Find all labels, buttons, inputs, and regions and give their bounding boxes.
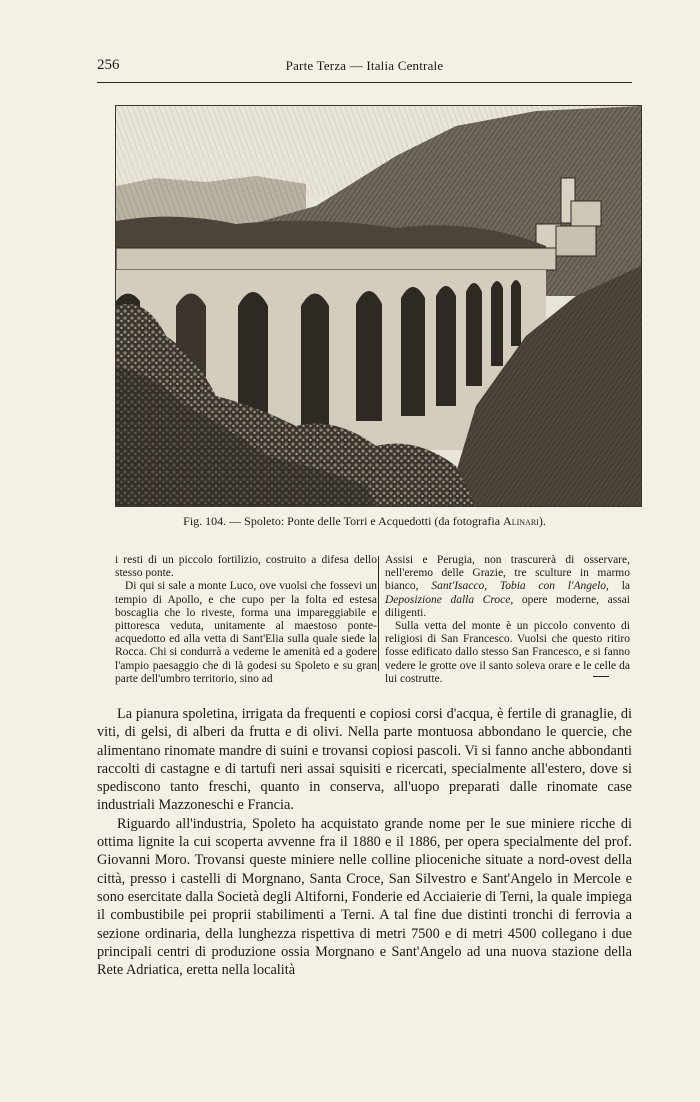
caption-text: Fig. 104. — Spoleto: Ponte delle Torri e Acquedotti (da fotografia [183,514,501,528]
running-head [97,55,632,79]
right-p1-end: opere moderne, assai diligenti. [385,593,631,619]
right-paragraph-1 [385,554,630,620]
engraving-illustration [115,105,642,507]
right-p1-start: Assisi e Perugia, non trascurerà di osservare, nell'eremo delle Grazie, tre sculture in marmo bianco, [385,554,630,593]
figure-caption [97,514,632,529]
column-divider [378,556,379,671]
right-paragraph-2: Sulla vetta del monte è un piccolo convento di religiosi di San Francesco. Vuolsi che questo ritiro fosse edificato dallo stesso San Francesco, e si fanno vedere le grotte ove il santo soleva orare e le celle da lui costrutte. [385,620,630,685]
main-text [97,705,632,979]
right-p1-italic-2: Deposizione dalla Croce, [385,593,514,606]
right-column [385,554,630,686]
left-column [115,554,377,686]
right-p1-italic-1: Sant'Isacco, Tobia con l'Angelo, [431,580,609,593]
page-number: 256 [97,57,120,73]
body-paragraph-1: La pianura spoletina, irrigata da frequenti e copiosi corsi d'acqua, è fertile di granaglie, di viti, di gelsi, di alberi da frutta e di olivi. Nella parte montuosa abbondano le quercie, che alimentano rinomate mandre di suini e trovansi copiosi pascoli. Vi si fanno anche abbondanti raccolti di castagne e di tartufi neri assai squisiti e ricercati, specialmente all'estero, dove si spediscono tanto freschi, quanto in conserva, all'uopo preparati dalle rinomate case industriali Mazzoneschi e Francia. [97,706,632,814]
section-end-dash [593,676,609,677]
body-paragraph-2: Riguardo all'industria, Spoleto ha acquistato grande nome per le sue miniere ricche di ottima lignite la cui scoperta avvenne fra il 1880 e il 1886, per opera specialmente del prof. Giovanni Moro. Trovansi queste miniere nelle colline plioceniche situate a nord-ovest della città, presso i castelli di Morgnano, Santa Croce, San Silvestro e Sant'Angelo in Mercole e sono esercitate dalla Società degli Altiforni, Fonderie ed Acciaierie di Terni, la quale impiega il combustibile pei proprii stabilimenti a Terni. A tal fine due distinti tronchi di ferrovia a sezione ordinaria, della lunghezza rispettiva di metri 7500 e di metri 4500 collegano i due principali centri di produzione ossia Morgnano e Sant'Angelo ad una nuova stazione della Rete Adriatica, eretta nella località [97,815,632,979]
running-title: Parte Terza — Italia Centrale [285,58,444,73]
bridge-aqueduct-engraving [116,106,641,506]
right-p1-mid: la [621,580,631,593]
header-rule [97,82,632,83]
left-paragraph-2: Di qui si sale a monte Luco, ove vuolsi che fossevi un tempio di Apollo, e che cupo per la folta ed estesa boscaglia che lo riveste, forma una impareggiabile e pittoresca veduta, unitamente al maestoso ponte-acquedotto ed alla vetta di Sant'Elia sulla quale siede la Rocca. Chi si condurrà a vederne le amenità ed a godere l'ampio paesaggio che di là godesi su Spoleto e su gran parte dell'umbro territorio, sino ad [115,580,377,685]
caption-suffix: ). [538,514,546,528]
left-paragraph-1: i resti di un piccolo fortilizio, costruito a difesa dello stesso ponte. [115,554,377,580]
caption-credit: Alinari [503,514,539,528]
